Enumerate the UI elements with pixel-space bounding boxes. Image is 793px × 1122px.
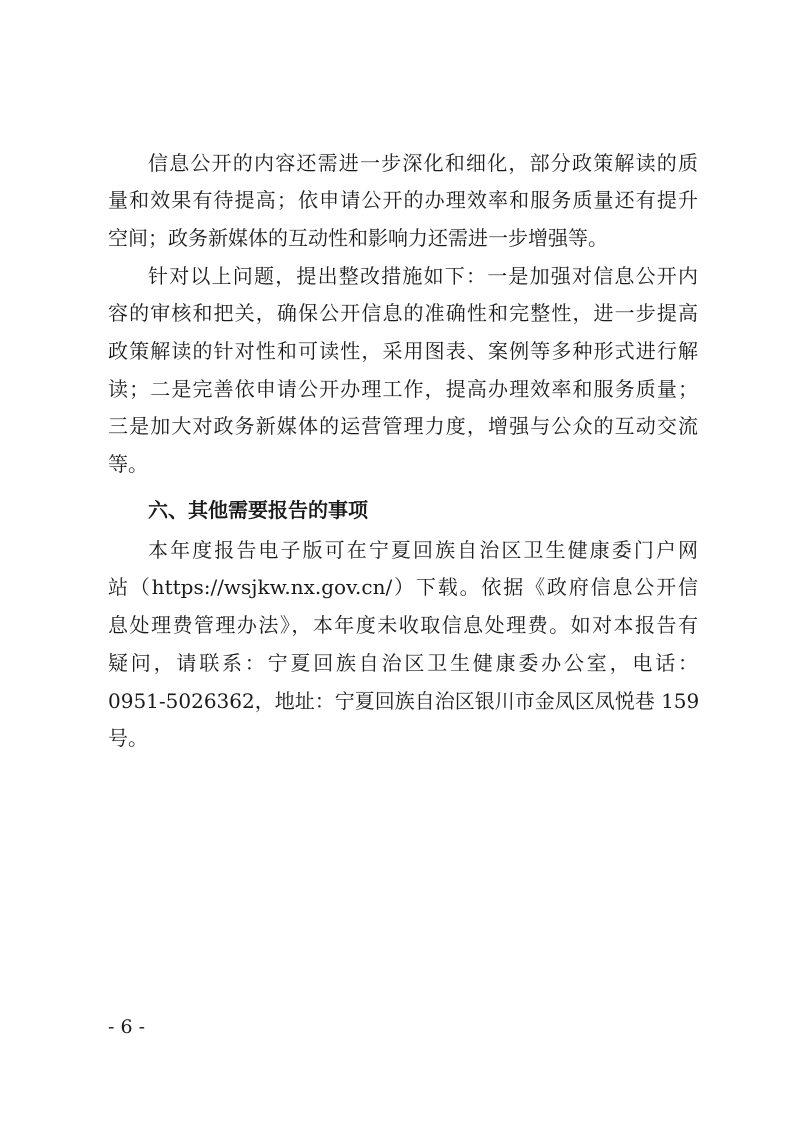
paragraph-2-line-3: 政策解读的针对性和可读性，采用图表、案例等多种形式进行解 [108,339,698,363]
paragraph-2-line-6: 等。 [108,452,148,476]
closing-line-5: 0951-5026362，地址：宁夏回族自治区银川市金凤区凤悦巷 159 [108,689,700,713]
closing-line-4: 疑问，请联系：宁夏回族自治区卫生健康委办公室，电话： [108,651,698,675]
section-heading: 六、其他需要报告的事项 [148,498,368,522]
paragraph-2-line-4: 读；二是完善依申请公开办理工作，提高办理效率和服务质量； [108,377,698,401]
paragraph-1-line-1: 信息公开的内容还需进一步深化和细化，部分政策解读的质 [148,151,698,175]
paragraph-2-line-5: 三是加大对政务新媒体的运营管理力度，增强与公众的互动交流 [108,414,698,438]
closing-line-3: 息处理费管理办法》，本年度未收取信息处理费。如对本报告有 [108,613,698,637]
page-number: - 6 - [108,1016,146,1038]
paragraph-1-line-2: 量和效果有待提高；依申请公开的办理效率和服务质量还有提升 [108,188,698,212]
closing-line-2: 站（https://wsjkw.nx.gov.cn/）下载。依据《政府信息公开信 [108,575,698,599]
paragraph-2-line-2: 容的审核和把关，确保公开信息的准确性和完整性，进一步提高 [108,301,698,325]
paragraph-2-line-1: 针对以上问题，提出整改措施如下：一是加强对信息公开内 [148,264,698,288]
closing-line-6: 号。 [108,726,148,750]
closing-line-1: 本年度报告电子版可在宁夏回族自治区卫生健康委门户网 [148,538,698,562]
paragraph-1-line-3: 空间；政务新媒体的互动性和影响力还需进一步增强等。 [108,226,608,250]
